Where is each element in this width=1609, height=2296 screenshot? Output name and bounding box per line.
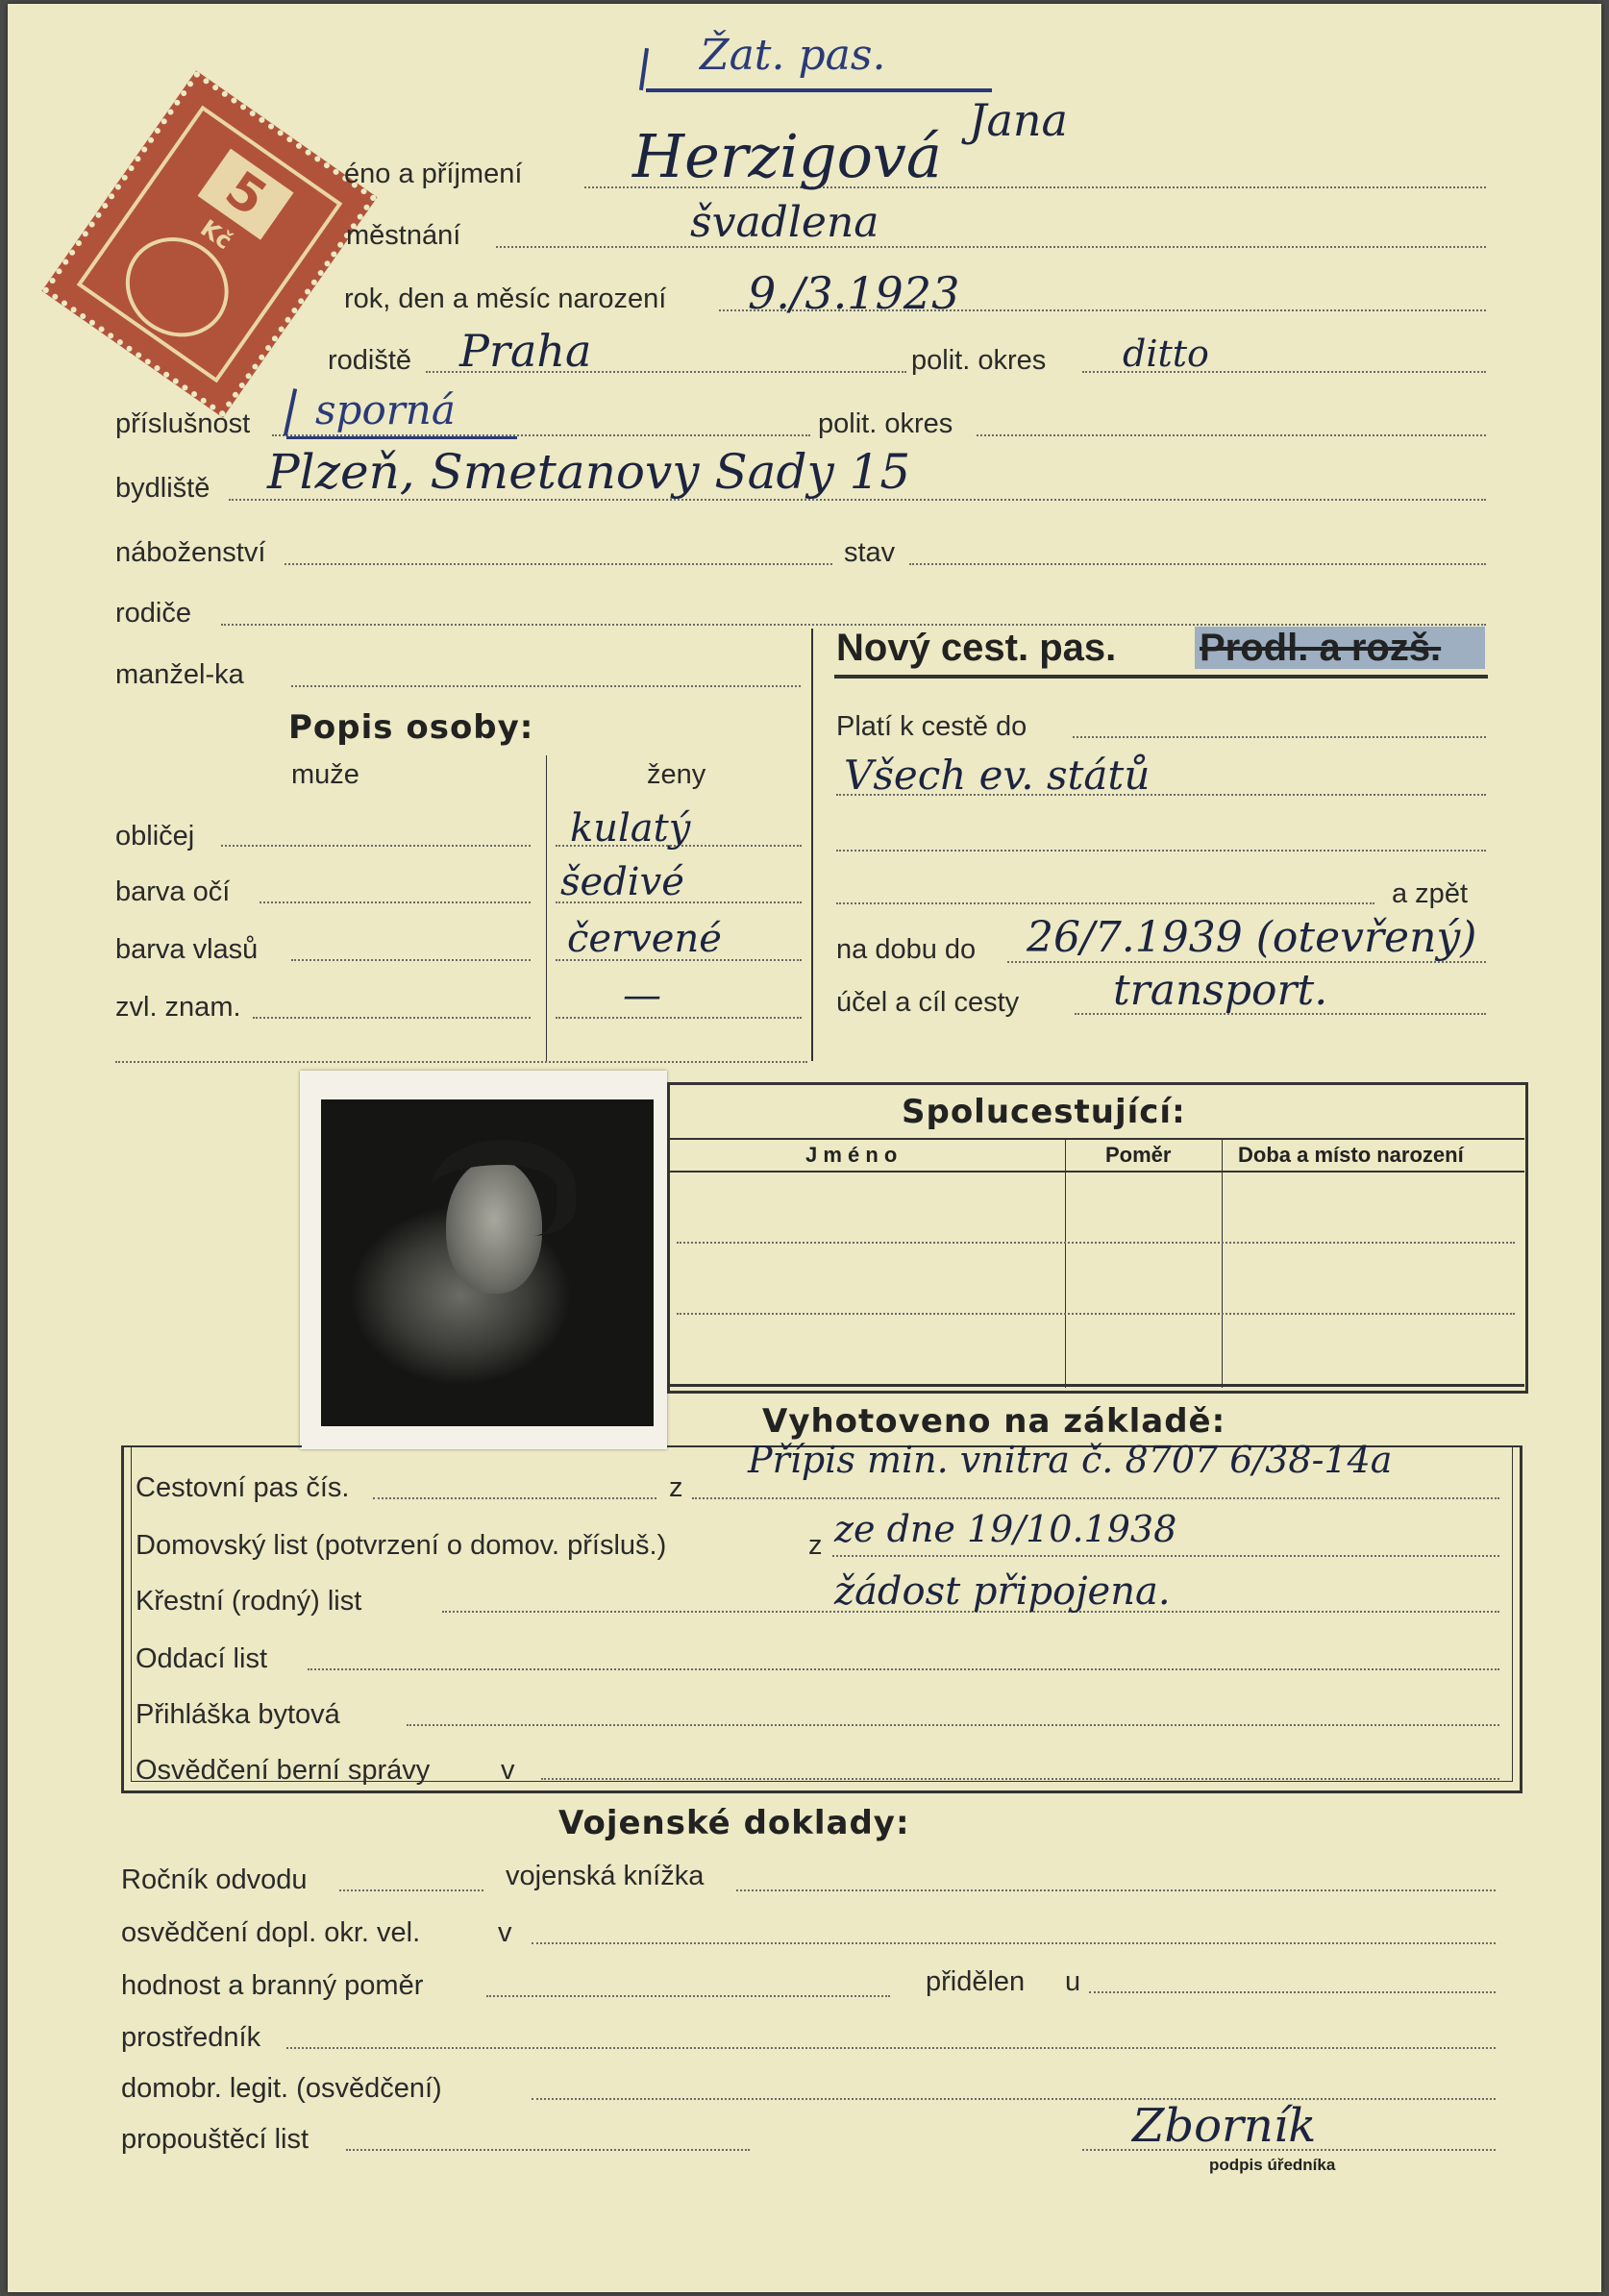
military-assigned-line <box>1089 1991 1496 1993</box>
description-bottom-line <box>115 1061 807 1063</box>
basis-tax-in: v <box>501 1755 515 1786</box>
district2-label: polit. okres <box>818 408 953 439</box>
period-label: na dobu do <box>836 934 977 965</box>
passport-heading-rule <box>834 675 1488 679</box>
description-divider <box>546 755 547 1061</box>
companions-col-relation: Poměr <box>1105 1143 1172 1167</box>
belonging-value: sporná <box>315 386 456 433</box>
portrait-photo <box>300 1071 667 1449</box>
district2-line <box>977 434 1486 436</box>
purpose-value: transport. <box>1113 966 1328 1015</box>
district-label: polit. okres <box>911 345 1047 376</box>
extension-heading: Prodl. a rozš. <box>1200 627 1442 669</box>
back-label: a zpět <box>1392 878 1468 909</box>
residence-value: Plzeň, Smetanovy Sady 15 <box>267 444 911 500</box>
face-label: obličej <box>115 821 195 852</box>
military-legit-line <box>532 2098 1496 2100</box>
new-passport-heading: Nový cest. pas. <box>836 627 1117 669</box>
portrait-hair <box>432 1140 576 1236</box>
valid-value: Všech ev. států <box>844 752 1151 799</box>
marks-line-w <box>556 1017 802 1019</box>
marks-value: — <box>623 974 661 1018</box>
basis-passport-value: Přípis min. vnitra č. 8707 6/38-14a <box>748 1439 1393 1481</box>
basis-housing-label: Přihláška bytová <box>136 1699 340 1730</box>
status-line <box>909 563 1486 565</box>
basis-passport-label: Cestovní pas čís. <box>136 1472 350 1503</box>
military-year-line <box>339 1889 483 1891</box>
spouse-label: manžel-ka <box>115 659 244 690</box>
basis-housing-line <box>407 1724 1499 1726</box>
face-value: kulatý <box>570 806 691 851</box>
military-year-label: Ročník odvodu <box>121 1864 308 1895</box>
hair-label: barva vlasů <box>115 934 259 965</box>
valid-line <box>1073 736 1486 738</box>
parents-label: rodiče <box>115 598 191 629</box>
birth-label: rok, den a měsíc narození <box>344 284 667 314</box>
military-discharge-line <box>346 2149 750 2151</box>
companions-col-name: J m é n o <box>805 1143 898 1167</box>
military-intermediary-line <box>286 2047 1496 2049</box>
military-rank-label: hodnost a branný poměr <box>121 1970 424 2001</box>
religion-line <box>285 563 832 565</box>
section-divider <box>811 629 813 1061</box>
basis-heading: Vyhotoveno na základě: <box>762 1402 1226 1441</box>
hair-value: červené <box>567 917 722 961</box>
military-cert-label: osvědčení dopl. okr. vel. <box>121 1917 421 1948</box>
district-value: ditto <box>1123 333 1209 375</box>
face-line <box>221 845 531 847</box>
valid-line-3 <box>836 850 1486 852</box>
companions-bottom-rule <box>669 1384 1524 1387</box>
top-note-underline <box>639 48 649 90</box>
description-heading: Popis osoby: <box>288 708 534 747</box>
residence-label: bydliště <box>115 473 210 504</box>
status-label: stav <box>844 537 896 568</box>
companions-heading: Spolucestující: <box>902 1093 1186 1131</box>
military-discharge-label: propouštěcí list <box>121 2124 309 2155</box>
marks-label: zvl. znam. <box>115 992 241 1023</box>
military-heading: Vojenské doklady: <box>558 1804 910 1842</box>
basis-passport-line <box>373 1497 656 1499</box>
parents-line <box>221 624 1486 626</box>
military-intermediary-label: prostředník <box>121 2022 261 2053</box>
women-label: ženy <box>647 759 706 790</box>
basis-baptism-value: žádost připojena. <box>834 1569 1171 1614</box>
military-assigned-at: u <box>1065 1966 1081 1997</box>
period-value: 26/7.1939 (otevřený) <box>1027 913 1477 962</box>
basis-baptism-label: Křestní (rodný) list <box>136 1586 362 1617</box>
basis-domicile-value: ze dne 19/10.1938 <box>834 1508 1177 1550</box>
basis-marriage-line <box>308 1668 1499 1670</box>
companions-col-birth: Doba a místo narození <box>1238 1143 1464 1167</box>
top-note: Žat. pas. <box>700 31 886 80</box>
occupation-label: městnání <box>346 220 461 251</box>
name-label: éno a příjmení <box>344 159 523 189</box>
companions-divider-2 <box>1222 1140 1223 1388</box>
basis-marriage-label: Oddací list <box>136 1643 267 1674</box>
basis-passport-from: z <box>669 1472 683 1503</box>
name-value: Herzigová <box>632 121 942 191</box>
belonging-mark <box>284 388 297 436</box>
marks-line <box>253 1017 531 1019</box>
military-cert-in: v <box>498 1917 512 1948</box>
birthplace-label: rodiště <box>328 345 412 376</box>
companions-row-1 <box>677 1242 1515 1244</box>
document-sheet <box>8 4 1601 2292</box>
military-legit-label: domobr. legit. (osvědčení) <box>121 2073 442 2104</box>
basis-domicile-line <box>832 1555 1499 1557</box>
basis-tax-label: Osvědčení berní správy <box>136 1755 431 1786</box>
signature-line <box>1082 2149 1496 2151</box>
stamp-value: 5 <box>198 149 294 240</box>
basis-tax-line <box>541 1778 1499 1780</box>
occupation-value: švadlena <box>690 198 879 247</box>
birth-value: 9./3.1923 <box>748 267 960 319</box>
religion-label: náboženství <box>115 537 266 568</box>
basis-domicile-label: Domovský list (potvrzení o domov. přísluš.) <box>136 1530 667 1561</box>
valid-line-2 <box>836 794 1486 796</box>
companions-row-2 <box>677 1313 1515 1315</box>
military-book-line <box>736 1889 1496 1891</box>
eyes-value: šedivé <box>560 860 684 904</box>
signature-label: podpis úředníka <box>1209 2156 1336 2174</box>
purpose-label: účel a cíl cesty <box>836 987 1020 1018</box>
military-book-label: vojenská knížka <box>506 1861 705 1891</box>
military-cert-line <box>532 1942 1496 1944</box>
belonging-label: příslušnost <box>115 408 251 439</box>
basis-domicile-from: z <box>808 1530 823 1561</box>
first-name-value: Jana <box>969 94 1068 146</box>
official-signature: Zborník <box>1132 2099 1317 2153</box>
companions-divider-1 <box>1065 1140 1066 1388</box>
stamp-currency: Kč <box>195 214 237 256</box>
companions-head-rule <box>669 1138 1524 1140</box>
spouse-line <box>291 685 801 687</box>
companions-col-rule <box>669 1171 1524 1173</box>
birthplace-value: Praha <box>459 325 592 377</box>
occupation-line <box>496 246 1486 248</box>
men-label: muže <box>291 759 359 790</box>
valid-line-4 <box>836 902 1374 904</box>
valid-label: Platí k cestě do <box>836 711 1027 742</box>
military-rank-line <box>486 1995 890 1997</box>
top-note-underline-h <box>646 88 992 92</box>
basis-passport-line-2 <box>692 1497 1499 1499</box>
belonging-underline <box>286 436 517 439</box>
eyes-label: barva očí <box>115 876 231 907</box>
eyes-line <box>260 901 531 903</box>
military-assigned-label: přidělen <box>926 1966 1026 1997</box>
hair-line <box>291 959 531 961</box>
